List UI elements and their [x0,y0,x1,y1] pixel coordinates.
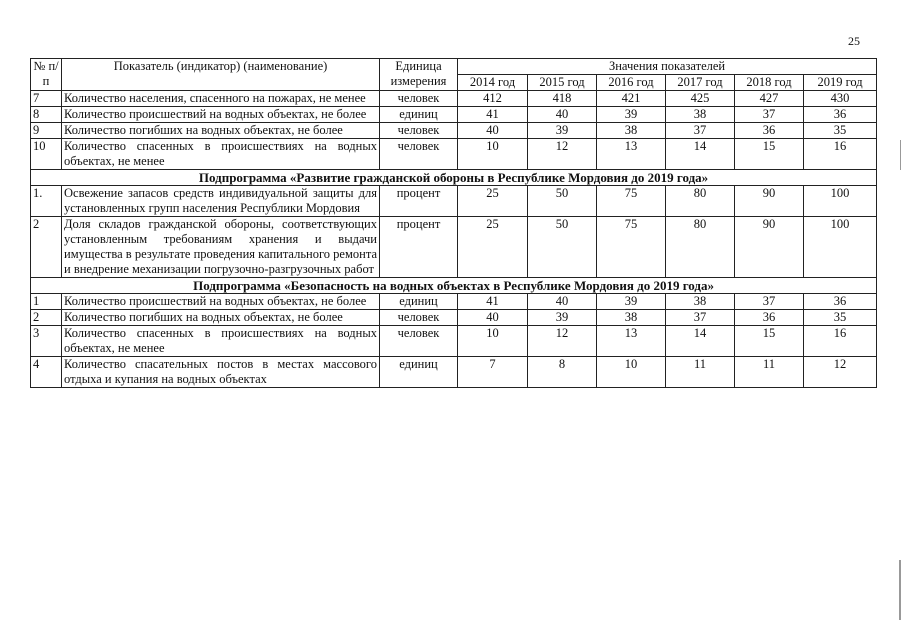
unit-of-measure: процент [380,186,458,217]
indicator-value: 37 [735,107,804,123]
unit-of-measure: процент [380,217,458,278]
indicator-value: 38 [597,310,666,326]
indicator-value: 14 [666,326,735,357]
section-title: Подпрограмма «Безопасность на водных объектах в Республике Мордовия до 2019 года» [31,278,877,294]
unit-of-measure: человек [380,91,458,107]
indicator-value: 38 [597,123,666,139]
unit-of-measure: единиц [380,357,458,388]
indicator-value: 39 [597,107,666,123]
row-number: 1. [31,186,62,217]
indicator-value: 39 [528,123,597,139]
indicator-value: 41 [458,107,528,123]
header-year: 2016 год [597,75,666,91]
indicator-value: 50 [528,217,597,278]
header-unit: Единица измерения [380,59,458,91]
indicator-value: 421 [597,91,666,107]
indicator-value: 418 [528,91,597,107]
scan-edge-mark [900,140,901,170]
indicator-value: 50 [528,186,597,217]
indicator-value: 425 [666,91,735,107]
indicator-value: 427 [735,91,804,107]
table-row [31,217,877,278]
unit-of-measure: человек [380,123,458,139]
indicator-value: 38 [666,107,735,123]
table-row [31,107,877,123]
indicator-value: 40 [458,310,528,326]
indicator-value: 10 [458,139,528,170]
indicator-name: Доля складов гражданской обороны, соответствующих установленным требованиям хранения и выдачи имущества в результате проведения капитального ремонта и внедрение механизации погрузочно-разгрузочных работ [62,217,380,278]
indicator-name: Количество погибших на водных объектах, не более [62,310,380,326]
row-number: 8 [31,107,62,123]
indicator-value: 11 [735,357,804,388]
indicator-value: 37 [666,123,735,139]
indicator-name: Количество погибших на водных объектах, не более [62,123,380,139]
section-row [31,278,877,294]
row-number: 1 [31,294,62,310]
indicator-value: 15 [735,139,804,170]
indicator-value: 100 [804,186,877,217]
indicator-value: 25 [458,186,528,217]
unit-of-measure: единиц [380,294,458,310]
indicator-value: 90 [735,217,804,278]
indicator-value: 39 [597,294,666,310]
table-row [31,123,877,139]
indicator-value: 13 [597,326,666,357]
indicator-value: 36 [804,107,877,123]
indicator-value: 16 [804,326,877,357]
row-number: 2 [31,217,62,278]
header-year: 2014 год [458,75,528,91]
indicator-value: 12 [804,357,877,388]
indicator-value: 10 [597,357,666,388]
header-year: 2018 год [735,75,804,91]
indicator-value: 35 [804,123,877,139]
row-number: 9 [31,123,62,139]
header-year: 2019 год [804,75,877,91]
indicator-value: 13 [597,139,666,170]
table-row [31,91,877,107]
row-number: 4 [31,357,62,388]
unit-of-measure: единиц [380,107,458,123]
row-number: 2 [31,310,62,326]
indicator-value: 412 [458,91,528,107]
indicator-value: 35 [804,310,877,326]
header-year: 2015 год [528,75,597,91]
indicator-value: 75 [597,217,666,278]
indicator-value: 37 [735,294,804,310]
row-number: 7 [31,91,62,107]
indicator-name: Освежение запасов средств индивидуальной защиты для установленных групп населения Республики Мордовия [62,186,380,217]
header-name: Показатель (индикатор) (наименование) [62,59,380,91]
indicator-name: Количество спасательных постов в местах массового отдыха и купания на водных объектах [62,357,380,388]
indicator-value: 430 [804,91,877,107]
unit-of-measure: человек [380,326,458,357]
indicator-value: 25 [458,217,528,278]
indicator-value: 37 [666,310,735,326]
indicator-value: 11 [666,357,735,388]
indicator-value: 12 [528,326,597,357]
indicator-value: 75 [597,186,666,217]
indicator-value: 36 [804,294,877,310]
indicator-name: Количество происшествий на водных объектах, не более [62,107,380,123]
table-row [31,294,877,310]
indicator-value: 36 [735,123,804,139]
indicator-value: 40 [458,123,528,139]
unit-of-measure: человек [380,310,458,326]
table-row [31,139,877,170]
section-row [31,170,877,186]
indicator-value: 16 [804,139,877,170]
page-number: 25 [848,34,860,48]
indicator-name: Количество спасенных в происшествиях на водных объектах, не менее [62,326,380,357]
indicator-value: 14 [666,139,735,170]
indicator-value: 40 [528,107,597,123]
indicator-name: Количество населения, спасенного на пожарах, не менее [62,91,380,107]
table-row [31,326,877,357]
indicator-value: 80 [666,186,735,217]
unit-of-measure: человек [380,139,458,170]
row-number: 3 [31,326,62,357]
indicator-value: 10 [458,326,528,357]
header-values-group: Значения показателей [458,59,877,75]
indicator-value: 100 [804,217,877,278]
indicator-value: 38 [666,294,735,310]
table-row [31,186,877,217]
indicator-value: 8 [528,357,597,388]
indicator-value: 41 [458,294,528,310]
table-row [31,357,877,388]
indicator-name: Количество спасенных в происшествиях на водных объектах, не менее [62,139,380,170]
indicator-value: 15 [735,326,804,357]
header-year: 2017 год [666,75,735,91]
scan-edge-mark [899,560,901,620]
indicators-table [30,58,877,388]
indicator-value: 36 [735,310,804,326]
section-title: Подпрограмма «Развитие гражданской обороны в Республике Мордовия до 2019 года» [31,170,877,186]
indicator-value: 7 [458,357,528,388]
table-row [31,310,877,326]
header-num: № п/п [31,59,62,91]
indicator-value: 12 [528,139,597,170]
indicator-name: Количество происшествий на водных объектах, не более [62,294,380,310]
indicator-value: 90 [735,186,804,217]
indicator-value: 40 [528,294,597,310]
indicator-value: 80 [666,217,735,278]
indicator-value: 39 [528,310,597,326]
row-number: 10 [31,139,62,170]
